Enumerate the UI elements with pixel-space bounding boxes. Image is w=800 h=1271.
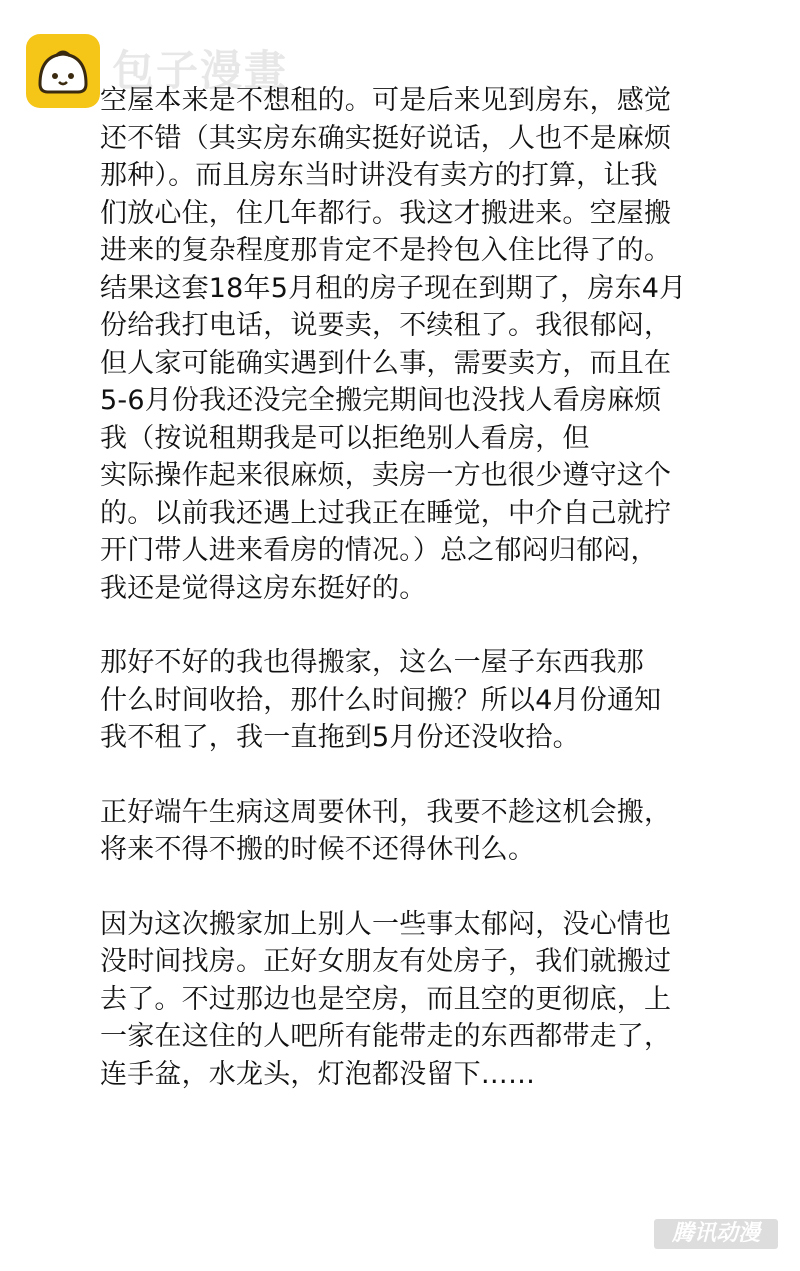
bun-face-icon xyxy=(26,34,100,108)
article-body xyxy=(100,82,740,1093)
paragraph-2: 那好不好的我也得搬家，这么一屋子东西我那 什么时间收拾，那什么时间搬？所以4月份通知 我不租了，我一直拖到5月份还没收拾。 xyxy=(100,647,662,753)
brand-watermark: 包子漫畫 xyxy=(112,46,289,95)
paragraph-4: 因为这次搬家加上别人一些事太郁闷，没心情也 没时间找房。正好女朋友有处房子，我们就搬过 去了。不过那边也是空房，而且空的更彻底，上 一家在这住的人吧所有能带走的东西都带走了， 连手盆，水龙头，灯泡都没留下…… xyxy=(100,908,672,1090)
paragraph-1: 空屋本来是不想租的。可是后来见到房东，感觉 还不错（其实房东确实挺好说话，人也不是麻烦 那种）。而且房东当时讲没有卖方的打算，让我 们放心住，住几年都行。我这才搬进来。空屋搬 进来的复杂程度那肯定不是拎包入住比得了的。 结果这套18年5月租的房子现在到期了，房东4月 份给我打电话，说要卖，不续租了。我很郁闷， 但人家可能确实遇到什么事，需要卖方，而且在 5-6月份我还没完全搬完期间也没找人看房麻烦 我（按说租期我是可以拒绝别人看房，但 实际操作起来很麻烦，卖房一方也很少遵守这个 的。以前我还遇上过我正在睡觉，中介自己就拧 开门带人进来看房的情况。）总之郁闷归郁闷， 我还是觉得这房东挺好的。 xyxy=(100,85,687,604)
publisher-watermark: 腾讯动漫 xyxy=(654,1219,778,1249)
app-logo xyxy=(26,34,100,108)
paragraph-3: 正好端午生病这周要休刊，我要不趁这机会搬， 将来不得不搬的时候不还得休刊么。 xyxy=(100,796,672,865)
